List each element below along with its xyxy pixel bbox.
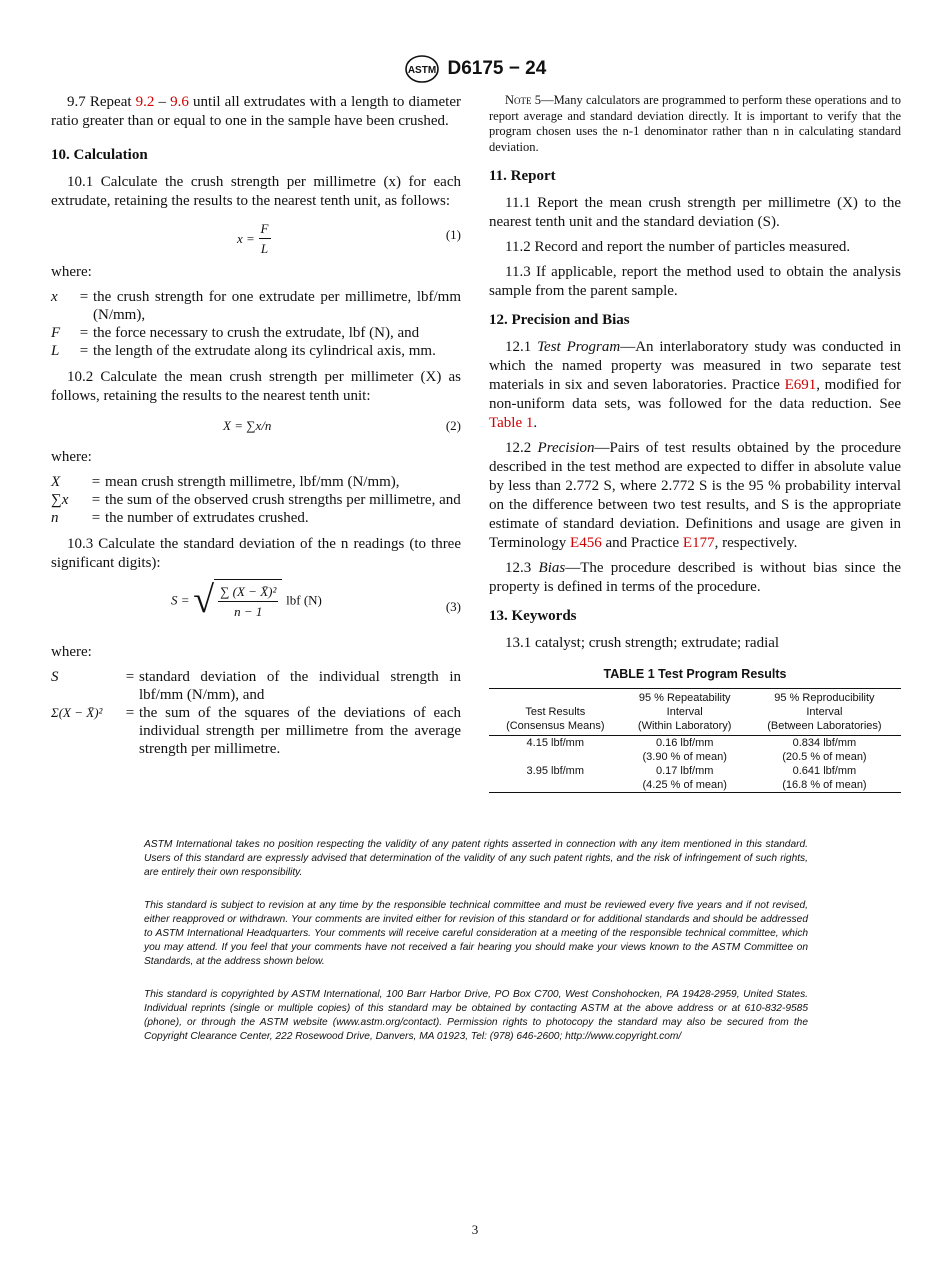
page-header (0, 54, 950, 84)
revision-notice: This standard is subject to revision at any time by the responsible technical committee and must be reviewed every five years and if not revised, either reapproved or withdrawn. Your comments are invited either for revision of this standard or for additional standards and should be addressed to ASTM International Headquarters. Your comments will receive careful consideration at a meeting of the responsible technical committee, which you may attend. If you feel that your comments have not received a fair hearing you should make your views known to the ASTM Committee on Standards, at the address shown below. (144, 900, 808, 967)
results-table (489, 688, 901, 793)
where-label: where: (51, 264, 92, 280)
right-column (489, 93, 901, 793)
page-number: 3 (471, 1222, 479, 1237)
definition-row: Σ(X − X̄)² = the sum of the squares of the deviations of each individual strength per millimetre from the average strength per millimetre. (51, 705, 461, 757)
table-row: 4.15 lbf/mm 0.16 lbf/mm 0.834 lbf/mm (526, 737, 857, 749)
para-12-2: 12.2 Precision—Pairs of test results obtained by the procedure described in the test method are expected to differ in absolute value by less than 2.772 S, where 2.772 S is the 95 % probability interval on the difference between two test results, and S is the appropriate estimate of standard deviation. Definitions and usage are given in Terminology E456 and Practice E177, respectively. (489, 440, 901, 551)
definitions-3 (51, 668, 461, 758)
para-10-2: 10.2 Calculate the mean crush strength per millimeter (X) as follows, retaining the results to the nearest tenth unit: (51, 369, 461, 404)
definition-row: n = the number of extrudates crushed. (51, 510, 309, 526)
definitions-2 (51, 473, 461, 527)
link-e456[interactable]: E456 (570, 535, 602, 551)
column-header: 95 % Reproducibility Interval (Between Laboratories) (767, 692, 882, 732)
designation: D6175 − 24 (447, 58, 547, 79)
para-11-2: 11.2 Record and report the number of particles measured. (505, 239, 851, 255)
svg-text:ASTM: ASTM (407, 65, 436, 76)
para-10-3: 10.3 Calculate the standard deviation of the n readings (to three significant digits): (51, 536, 461, 571)
note-5: Note 5—Many calculators are programmed to perform these operations and to report average and standard deviation directly. It is important to verify that the program chosen uses the n-1 denominator rather than n in calculating standard deviation. (489, 93, 901, 154)
where-label: where: (51, 644, 92, 660)
table-row: (3.90 % of mean) (20.5 % of mean) (642, 751, 867, 763)
astm-logo-icon (404, 54, 440, 84)
left-column (51, 93, 461, 758)
definition-row: x = the crush strength for one extrudate per millimetre, lbf/mm (N/mm), (51, 289, 461, 323)
para-10-1: 10.1 Calculate the crush strength per millimetre (x) for each extrudate, retaining the results to the nearest tenth unit, as follows: (51, 174, 461, 209)
table-title: TABLE 1 Test Program Results (603, 667, 787, 681)
patent-notice: ASTM International takes no position respecting the validity of any patent rights asserted in connection with any item mentioned in this standard. Users of this standard are expressly advised that determination of the validity of any such patent rights, and the risk of infringement of such rights, are entirely their own responsibility. (144, 839, 808, 878)
link-9-6[interactable]: 9.6 (170, 94, 189, 110)
definition-row: ∑x = the sum of the observed crush strengths per millimetre, and (51, 492, 461, 508)
link-e691[interactable]: E691 (784, 377, 817, 393)
link-e177[interactable]: E177 (682, 535, 715, 551)
equation-2: X = ∑x/n (2) (223, 418, 461, 433)
where-label: where: (51, 449, 92, 465)
link-9-2[interactable]: 9.2 (135, 94, 155, 110)
definition-row: F = the force necessary to crush the extrudate, lbf (N), and (51, 325, 420, 341)
copyright-notice: This standard is copyrighted by ASTM International, 100 Barr Harbor Drive, PO Box C700, West Conshohocken, PA 19428-2959, United States. Individual reprints (single or multiple copies) of this standard may be obtained by contacting ASTM at the above address or at 610-832-9585 (phone), or through the ASTM website (www.astm.org/contact). Permission rights to photocopy the standard may also be secured from the Copyright Clearance Center, 222 Rosewood Drive, Danvers, MA 01923, Tel: (978) 646-2600; http://www.copyright.com/ (144, 989, 808, 1042)
section-11-title: 11. Report (489, 168, 556, 184)
section-10-title: 10. Calculation (51, 147, 148, 163)
link-table-1[interactable]: Table 1 (489, 415, 534, 431)
section-13-title: 13. Keywords (489, 608, 577, 624)
para-11-1: 11.1 Report the mean crush strength per millimetre (X) to the nearest tenth unit and the standard deviation (S). (489, 195, 901, 230)
table-header-row (489, 689, 901, 736)
table-row: (4.25 % of mean) (16.8 % of mean) (642, 779, 867, 791)
definition-row: L = the length of the extrudate along its cylindrical axis, mm. (51, 343, 436, 359)
equation-label: (1) (445, 227, 461, 242)
equation-label: (2) (445, 418, 461, 433)
column-header: 95 % Repeatability Interval (Within Laboratory) (637, 692, 732, 732)
definition-row: X = mean crush strength millimetre, lbf/mm (N/mm), (51, 474, 400, 490)
para-9-7: 9.7 Repeat 9.2 – 9.6 until all extrudates with a length to diameter ratio greater than or equal to one in the sample have been crushed. (51, 94, 461, 129)
section-12-title: 12. Precision and Bias (489, 312, 630, 328)
column-header: Test Results (Consensus Means) (506, 706, 605, 732)
para-13-1: 13.1 catalyst; crush strength; extrudate; radial (505, 635, 780, 651)
equation-1: x = $\frac{F}{L}$ (1) (237, 221, 461, 256)
definitions-1 (51, 288, 461, 360)
para-12-3: 12.3 Bias—The procedure described is without bias since the property is defined in terms of the procedure. (489, 560, 902, 595)
table-row: 3.95 lbf/mm 0.17 lbf/mm 0.641 lbf/mm (526, 765, 857, 777)
para-11-3: 11.3 If applicable, report the method used to obtain the analysis sample from the parent sample. (489, 264, 901, 299)
equation-label: (3) (445, 599, 461, 614)
equation-3: S = √ $\frac{\text{∑ (X − X̄)²}}{n - 1}$ lbf (N) (3) (171, 579, 461, 621)
definition-row: S = standard deviation of the individual strength in lbf/mm (N/mm), and (51, 669, 461, 703)
para-12-1: 12.1 Test Program—An interlaboratory study was conducted in which the named property was measured in two separate test materials in six and seven laboratories. Practice E691, modified for non-uniform data sets, was followed for the data reduction. See Table 1. (489, 339, 901, 431)
